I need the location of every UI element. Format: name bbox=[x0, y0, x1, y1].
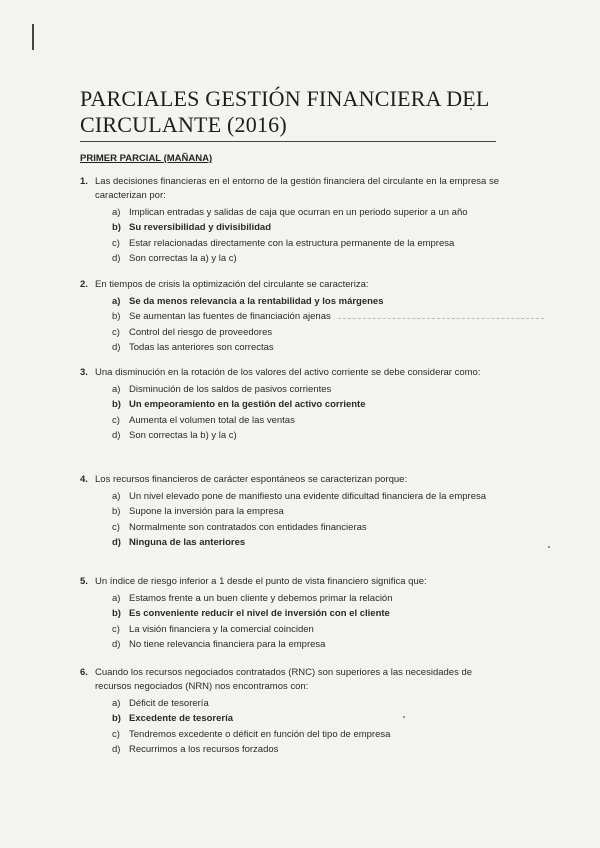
option-text: Recurrimos a los recursos forzados bbox=[129, 743, 279, 755]
option-letter: d) bbox=[112, 638, 121, 650]
option-item bbox=[112, 205, 500, 220]
option-text: Déficit de tesorería bbox=[129, 698, 209, 709]
option-letter: d) bbox=[112, 341, 121, 353]
option-list bbox=[112, 591, 500, 652]
option-item bbox=[112, 251, 500, 266]
question-5 bbox=[80, 575, 500, 652]
option-text: Supone la inversión para la empresa bbox=[129, 506, 284, 518]
option-text: Normalmente son contratados con entidades financieras bbox=[129, 521, 367, 533]
option-text: Se aumentan las fuentes de financiación ajenas bbox=[129, 311, 331, 323]
option-letter: b) bbox=[112, 222, 121, 234]
question-number: 4. bbox=[80, 474, 88, 485]
option-letter: a) bbox=[112, 207, 121, 218]
option-letter: c) bbox=[112, 623, 120, 635]
question-4 bbox=[80, 473, 500, 550]
option-text: Se da menos relevancia a la rentabilidad y los márgenes bbox=[129, 296, 384, 307]
question-3 bbox=[80, 366, 500, 443]
option-text: La visión financiera y la comercial coinciden bbox=[129, 623, 314, 635]
option-text: Estamos frente a un buen cliente y debemos primar la relación bbox=[129, 593, 393, 604]
title-rule bbox=[80, 141, 496, 142]
option-list bbox=[112, 489, 500, 550]
option-letter: b) bbox=[112, 713, 121, 725]
option-item bbox=[112, 220, 500, 235]
document-title: PARCIALES GESTIÓN FINANCIERA DEL CIRCULANTE (2016) bbox=[80, 86, 489, 137]
option-letter: d) bbox=[112, 536, 121, 548]
option-letter: a) bbox=[112, 296, 121, 307]
option-item bbox=[112, 535, 500, 550]
option-item bbox=[112, 742, 500, 757]
option-item bbox=[112, 606, 500, 621]
option-item bbox=[112, 591, 500, 606]
option-letter: b) bbox=[112, 608, 121, 620]
option-list bbox=[112, 294, 500, 355]
option-item bbox=[112, 696, 500, 711]
option-item bbox=[112, 428, 500, 443]
question-number: 2. bbox=[80, 279, 88, 290]
option-letter: b) bbox=[112, 311, 121, 323]
option-text: Aumenta el volumen total de las ventas bbox=[129, 414, 295, 426]
question-1 bbox=[80, 175, 500, 266]
option-text: Es conveniente reducir el nivel de inversión con el cliente bbox=[129, 608, 390, 620]
pen-mark bbox=[32, 24, 34, 50]
option-letter: c) bbox=[112, 326, 120, 338]
option-item bbox=[112, 382, 500, 397]
option-text: Tendremos excedente o déficit en función del tipo de empresa bbox=[129, 728, 391, 740]
option-text: Estar relacionadas directamente con la estructura permanente de la empresa bbox=[129, 237, 455, 249]
question-number: 6. bbox=[80, 667, 88, 678]
option-item bbox=[112, 622, 500, 637]
option-list bbox=[112, 696, 500, 757]
option-letter: d) bbox=[112, 252, 121, 264]
question-text: Una disminución en la rotación de los valores del activo corriente se debe considerar como: bbox=[95, 367, 481, 378]
option-item bbox=[112, 309, 500, 324]
speck bbox=[548, 546, 550, 548]
option-item bbox=[112, 413, 500, 428]
option-item bbox=[112, 504, 500, 519]
question-text: Las decisiones financieras en el entorno de la gestión financiera del circulante en la empresa se caracterizan por: bbox=[95, 176, 499, 201]
option-letter: c) bbox=[112, 521, 120, 533]
option-text: Todas las anteriores son correctas bbox=[129, 341, 274, 353]
option-letter: c) bbox=[112, 237, 120, 249]
option-item bbox=[112, 711, 500, 726]
option-letter: a) bbox=[112, 698, 121, 709]
option-letter: a) bbox=[112, 491, 121, 502]
question-2 bbox=[80, 278, 500, 355]
option-item bbox=[112, 325, 500, 340]
option-text: Ninguna de las anteriores bbox=[129, 536, 246, 548]
section-heading: PRIMER PARCIAL (MAÑANA) bbox=[80, 153, 213, 164]
option-letter: d) bbox=[112, 743, 121, 755]
option-list bbox=[112, 382, 500, 443]
question-number: 1. bbox=[80, 176, 88, 187]
option-text: Su reversibilidad y divisibilidad bbox=[129, 222, 272, 234]
question-6 bbox=[80, 666, 500, 757]
option-letter: d) bbox=[112, 429, 121, 441]
option-text: Excedente de tesorería bbox=[129, 713, 234, 725]
option-item bbox=[112, 294, 500, 309]
question-text: En tiempos de crisis la optimización del circulante se caracteriza: bbox=[95, 279, 369, 290]
option-item bbox=[112, 397, 500, 412]
option-text: Un empeoramiento en la gestión del activo corriente bbox=[129, 399, 366, 411]
option-list bbox=[112, 205, 500, 266]
option-text: Un nivel elevado pone de manifiesto una evidente dificultad financiera de la empresa bbox=[129, 491, 487, 502]
option-item bbox=[112, 727, 500, 742]
question-text: Los recursos financieros de carácter espontáneos se caracterizan porque: bbox=[95, 474, 408, 485]
option-text: Control del riesgo de proveedores bbox=[129, 326, 273, 338]
option-letter: b) bbox=[112, 506, 121, 518]
option-letter: b) bbox=[112, 399, 121, 411]
option-item bbox=[112, 637, 500, 652]
option-letter: c) bbox=[112, 728, 120, 740]
option-letter: a) bbox=[112, 593, 121, 604]
option-text: No tiene relevancia financiera para la empresa bbox=[129, 638, 326, 650]
question-text: Un índice de riesgo inferior a 1 desde el punto de vista financiero significa que: bbox=[95, 576, 427, 587]
option-text: Son correctas la b) y la c) bbox=[129, 429, 237, 441]
option-text: Implican entradas y salidas de caja que ocurran en un periodo superior a un año bbox=[129, 207, 468, 218]
option-letter: c) bbox=[112, 414, 120, 426]
option-item bbox=[112, 489, 500, 504]
option-item bbox=[112, 340, 500, 355]
option-item bbox=[112, 520, 500, 535]
question-number: 5. bbox=[80, 576, 88, 587]
option-letter: a) bbox=[112, 384, 121, 395]
option-text: Disminución de los saldos de pasivos corrientes bbox=[129, 384, 332, 395]
option-text: Son correctas la a) y la c) bbox=[129, 252, 237, 264]
question-text: Cuando los recursos negociados contratados (RNC) son superiores a las necesidades de recursos negociados (NRN) nos encontramos con: bbox=[95, 667, 473, 692]
option-item bbox=[112, 236, 500, 251]
question-number: 3. bbox=[80, 367, 88, 378]
